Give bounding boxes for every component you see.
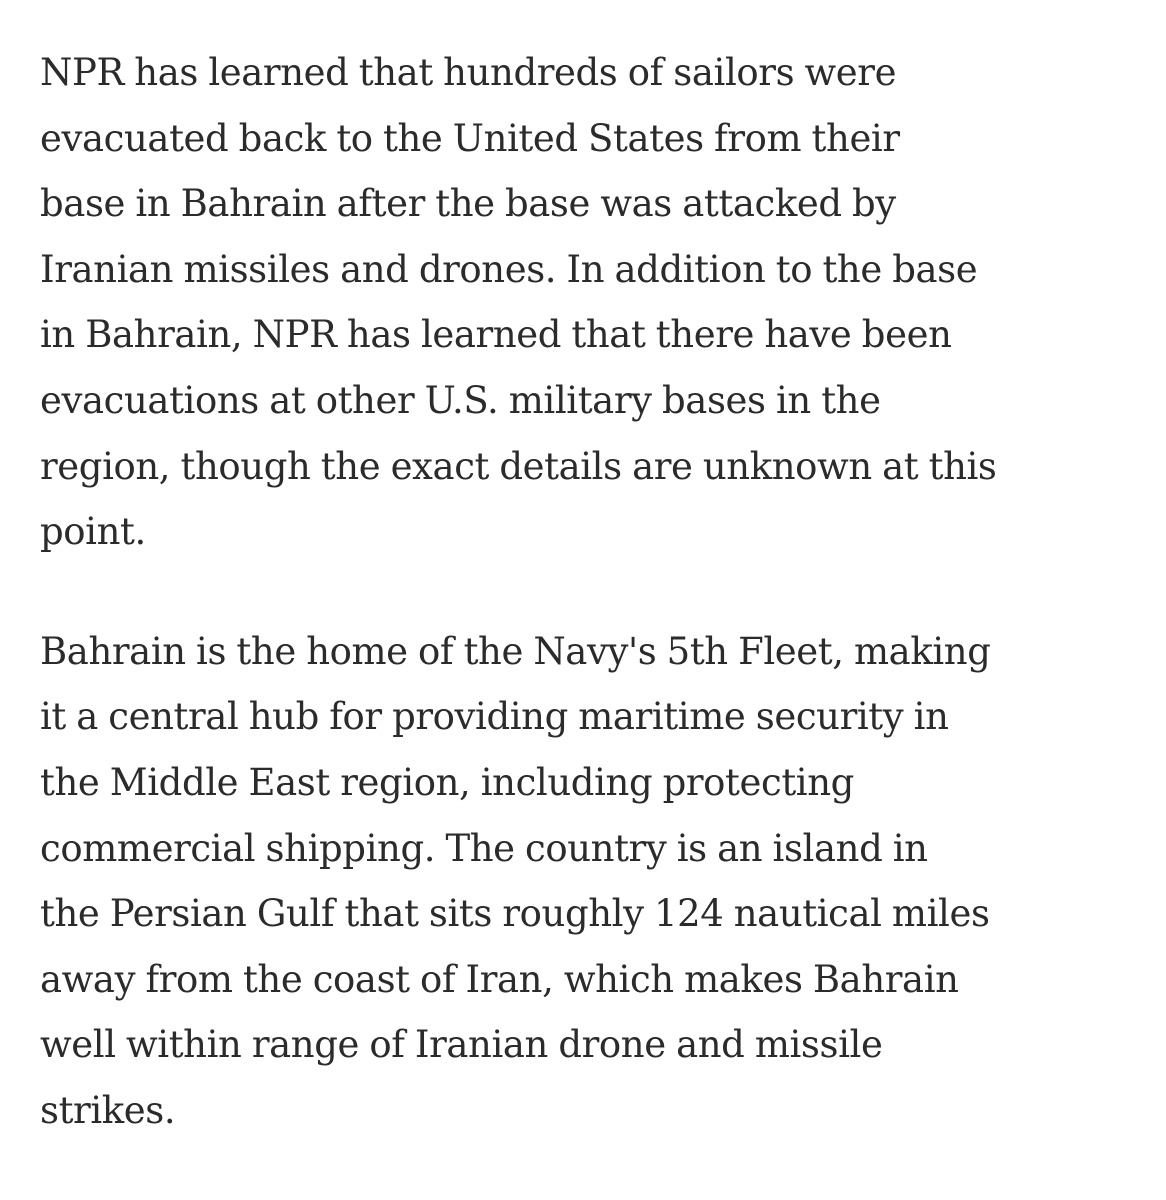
paragraph-line: region, though the exact details are unknown at this	[40, 444, 997, 488]
paragraph-line: the Persian Gulf that sits roughly 124 nautical miles	[40, 892, 990, 936]
paragraph-line: it a central hub for providing maritime security in	[40, 695, 949, 739]
article-paragraph-1	[40, 40, 1140, 565]
paragraph-line: Iranian missiles and drones. In addition to the base	[40, 247, 978, 291]
paragraph-line: evacuated back to the United States from their	[40, 116, 900, 160]
paragraph-line: strikes.	[40, 1088, 176, 1132]
article-paragraph-2	[40, 619, 1140, 1144]
paragraph-line: Bahrain is the home of the Navy's 5th Fleet, making	[40, 629, 991, 673]
paragraph-line: away from the coast of Iran, which makes Bahrain	[40, 957, 959, 1001]
paragraph-line: base in Bahrain after the base was attacked by	[40, 182, 896, 226]
paragraph-line: commercial shipping. The country is an island in	[40, 826, 928, 870]
paragraph-line: evacuations at other U.S. military bases in the	[40, 378, 881, 422]
paragraph-line: NPR has learned that hundreds of sailors were	[40, 51, 897, 94]
paragraph-line: point.	[40, 510, 146, 554]
paragraph-line: the Middle East region, including protecting	[40, 760, 854, 804]
paragraph-line: well within range of Iranian drone and missile	[40, 1023, 883, 1067]
paragraph-line: in Bahrain, NPR has learned that there have been	[40, 313, 952, 357]
